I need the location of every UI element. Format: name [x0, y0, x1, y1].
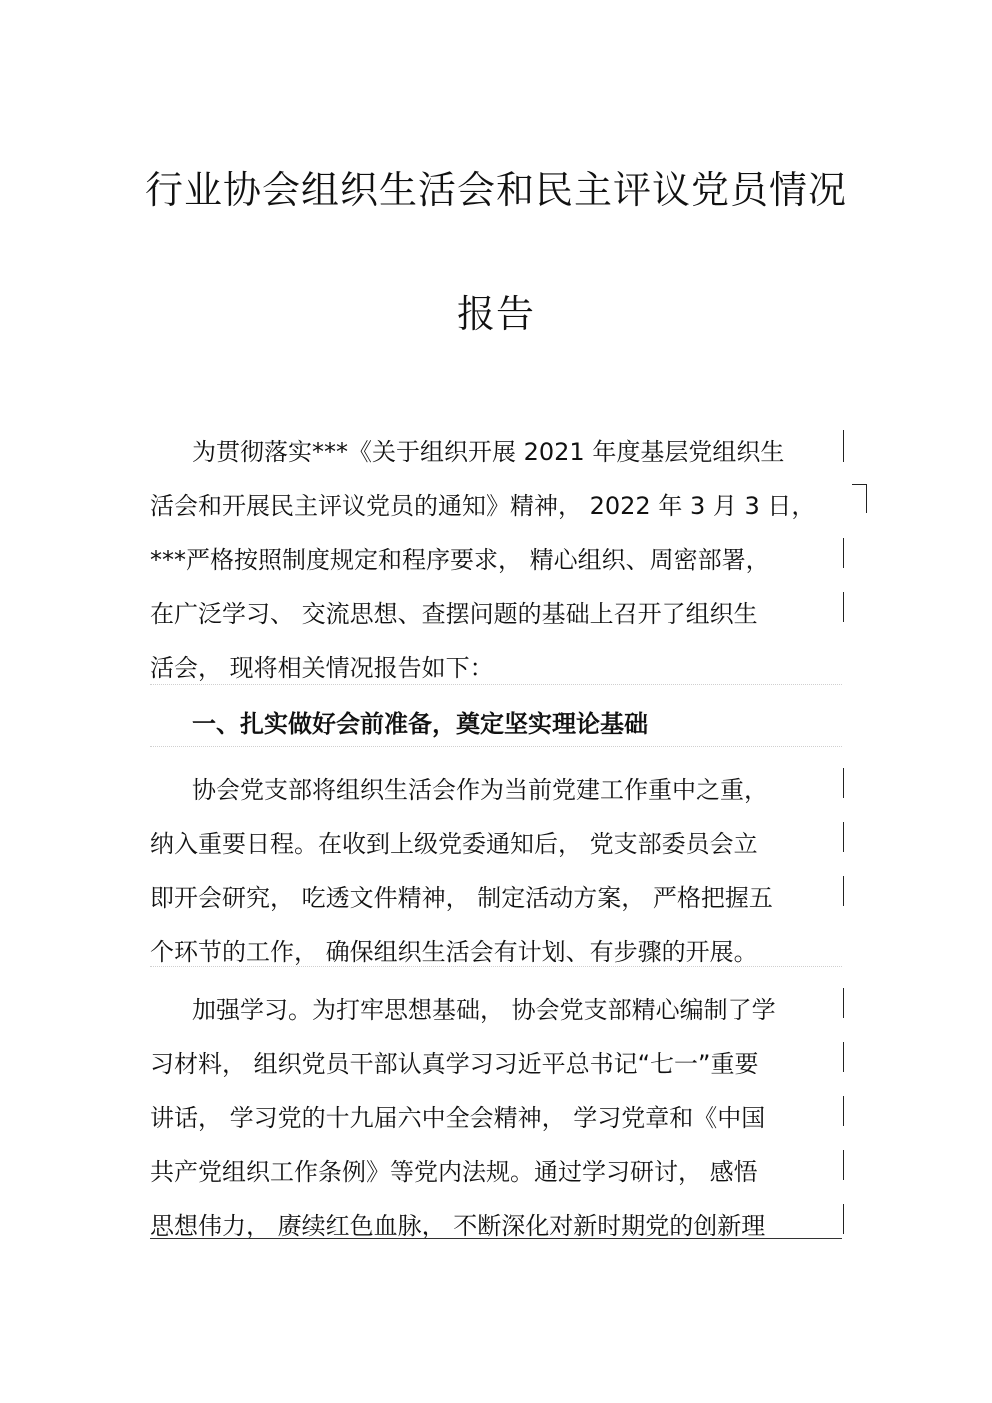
- margin-mark: [843, 768, 844, 798]
- para2-line-3: 讲话， 学习党的十九届六中全会精神， 学习党章和《中国: [150, 1104, 766, 1132]
- section-heading-1: 一、扎实做好会前准备，奠定坚实理论基础: [192, 710, 648, 738]
- para2-line-4: 共产党组织工作条例》等党内法规。通过学习研讨， 感悟: [150, 1158, 758, 1186]
- intro-line-4: 在广泛学习、 交流思想、查摆问题的基础上召开了组织生: [150, 600, 758, 628]
- margin-mark: [843, 1096, 844, 1126]
- paragraph-divider: [150, 746, 842, 747]
- para1-line-2: 纳入重要日程。在收到上级党委通知后， 党支部委员会立: [150, 830, 758, 858]
- paragraph-divider: [150, 684, 842, 685]
- para2-line-5: 思想伟力， 赓续红色血脉， 不断深化对新时期党的创新理: [150, 1212, 766, 1240]
- para1-line-4: 个环节的工作， 确保组织生活会有计划、有步骤的开展。: [150, 938, 758, 966]
- margin-mark: [843, 876, 844, 906]
- para2-line-2: 习材料， 组织党员干部认真学习习近平总书记“七一”重要: [150, 1050, 759, 1078]
- margin-mark: [843, 1150, 844, 1180]
- margin-mark: [843, 592, 844, 622]
- intro-line-3: ***严格按照制度规定和程序要求， 精心组织、周密部署，: [150, 546, 770, 574]
- margin-mark: [843, 430, 844, 462]
- paragraph-divider: [150, 966, 842, 967]
- document-title-line-2: 报告: [456, 292, 535, 336]
- document-title-line-1: 行业协会组织生活会和民主评议党员情况: [144, 168, 847, 212]
- page-bottom-rule: [150, 1238, 842, 1239]
- margin-mark: [843, 988, 844, 1018]
- intro-line-2: 活会和开展民主评议党员的通知》精神， 2022 年 3 月 3 日，: [150, 492, 816, 520]
- margin-mark: [843, 1042, 844, 1072]
- para2-line-1: 加强学习。为打牢思想基础， 协会党支部精心编制了学: [192, 996, 776, 1024]
- intro-line-5: 活会， 现将相关情况报告如下：: [150, 654, 494, 682]
- margin-corner-mark: [852, 484, 867, 513]
- para1-line-3: 即开会研究， 吃透文件精神， 制定活动方案， 严格把握五: [150, 884, 773, 912]
- margin-mark: [843, 822, 844, 852]
- margin-mark: [843, 1204, 844, 1234]
- intro-line-1: 为贯彻落实***《关于组织开展 2021 年度基层党组织生: [192, 438, 785, 466]
- margin-mark: [843, 538, 844, 568]
- para1-line-1: 协会党支部将组织生活会作为当前党建工作重中之重，: [192, 776, 768, 804]
